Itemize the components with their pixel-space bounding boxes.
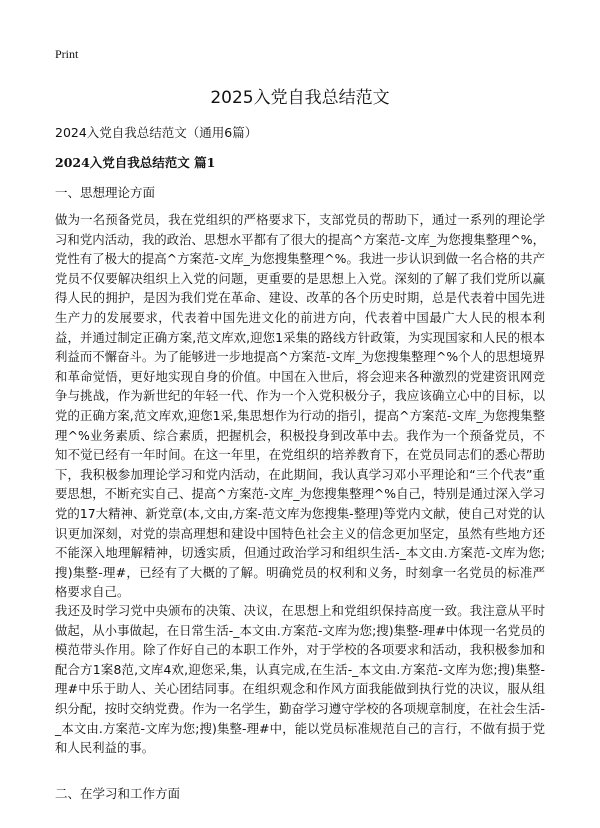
- page-title: 2025入党自我总结范文: [210, 88, 390, 108]
- article-heading: 2024入党自我总结范文 篇1: [55, 155, 216, 170]
- section-heading-study-work: 二、在学习和工作方面: [55, 786, 181, 801]
- body-paragraph-2: 我还及时学习党中央颁布的决策、决议，在思想上和党组织保持高度一致。我注意从平时做起，从小事做起，在日常生活-_本文由.方案范-文库为您;搜)集整-理#中体现一名党员的模范带头作用。除了作好自己的本职工作外，对于学校的各项要求和活动，我积极参加和配合方1案8范,文库4欢,迎您采,集，认真完成,在生活-_本文由.方案范-文库为您;搜)集整-理#中乐于助人、关心团结同事。在组织观念和作风方面我能做到执行党的决议，服从组织分配，按时交纳党费。作为一名学生，勤奋学习遵守学校的各项规章制度，在社会生活-_本文由.方案范-文库为您;搜)集整-理#中，能以党员标准规范自己的言行，不做有损于党和人民利益的事。: [55, 603, 545, 756]
- body-paragraph-1: 做为一名预备党员，我在党组织的严格要求下，支部党员的帮助下，通过一系列的理论学习和党内活动，我的政治、思想水平都有了很大的提高^方案范-文库_为您搜集整理^%，党性有了极大的提高^方案范-文库_为您搜集整理^%。我进一步认识到做一名合格的共产党员不仅要解决组织上入党的问题，更重要的是思想上入党。深刻的了解了我们党所以赢得人民的拥护，是因为我们党在革命、建设、改革的各个历史时期，总是代表着中国先进生产力的发展要求，代表着中国先进文化的前进方向，代表着中国最广大人民的根本利益，并通过制定正确方案,范文库欢,迎您1采集的路线方针政策，为实现国家和人民的根本利益而不懈奋斗。为了能够进一步地提高^方案范-文库_为您搜集整理^%个人的思想境界和革命觉悟，更好地实现自身的价值。中国在入世后，将会迎来各种激烈的党建资讯网竞争与挑战，作为新世纪的年轻一代、作为一个入党积极分子，我应该确立心中的目标，以党的正确方案,范文库欢,迎您1采,集思想作为行动的指引，提高^方案范-文库_为您搜集整理^%业务素质、综合素质，把握机会，积极投身到改革中去。我作为一个预备党员，不知不觉已经有一年时间。在这一年里，在党组织的培养教育下，在党员同志们的悉心帮助下，我积极参加理论学习和党内活动，在此期间，我认真学习邓小平理论和“三个代表”重要思想，不断充实自己、提高^方案范-文库_为您搜集整理^%自己，特别是通过深入学习党的17大精神、新党章(本,文由,方案-范文库为您搜集-整理)等党内文献，使自己对党的认识更加深刻，对党的崇高理想和建设中国特色社会主义的信念更加坚定，虽然有些地方还不能深入地理解精神，切透实质，但通过政治学习和组织生活-_本文由.方案范-文库为您;搜)集整-理#，已经有了大概的了解。明确党员的权利和义务，时刻拿一名党员的标准严格要求自己。: [55, 212, 545, 600]
- document-subtitle: 2024入党自我总结范文（通用6篇）: [55, 125, 258, 140]
- section-heading-thought: 一、思想理论方面: [55, 185, 156, 200]
- print-label: Print: [55, 47, 79, 61]
